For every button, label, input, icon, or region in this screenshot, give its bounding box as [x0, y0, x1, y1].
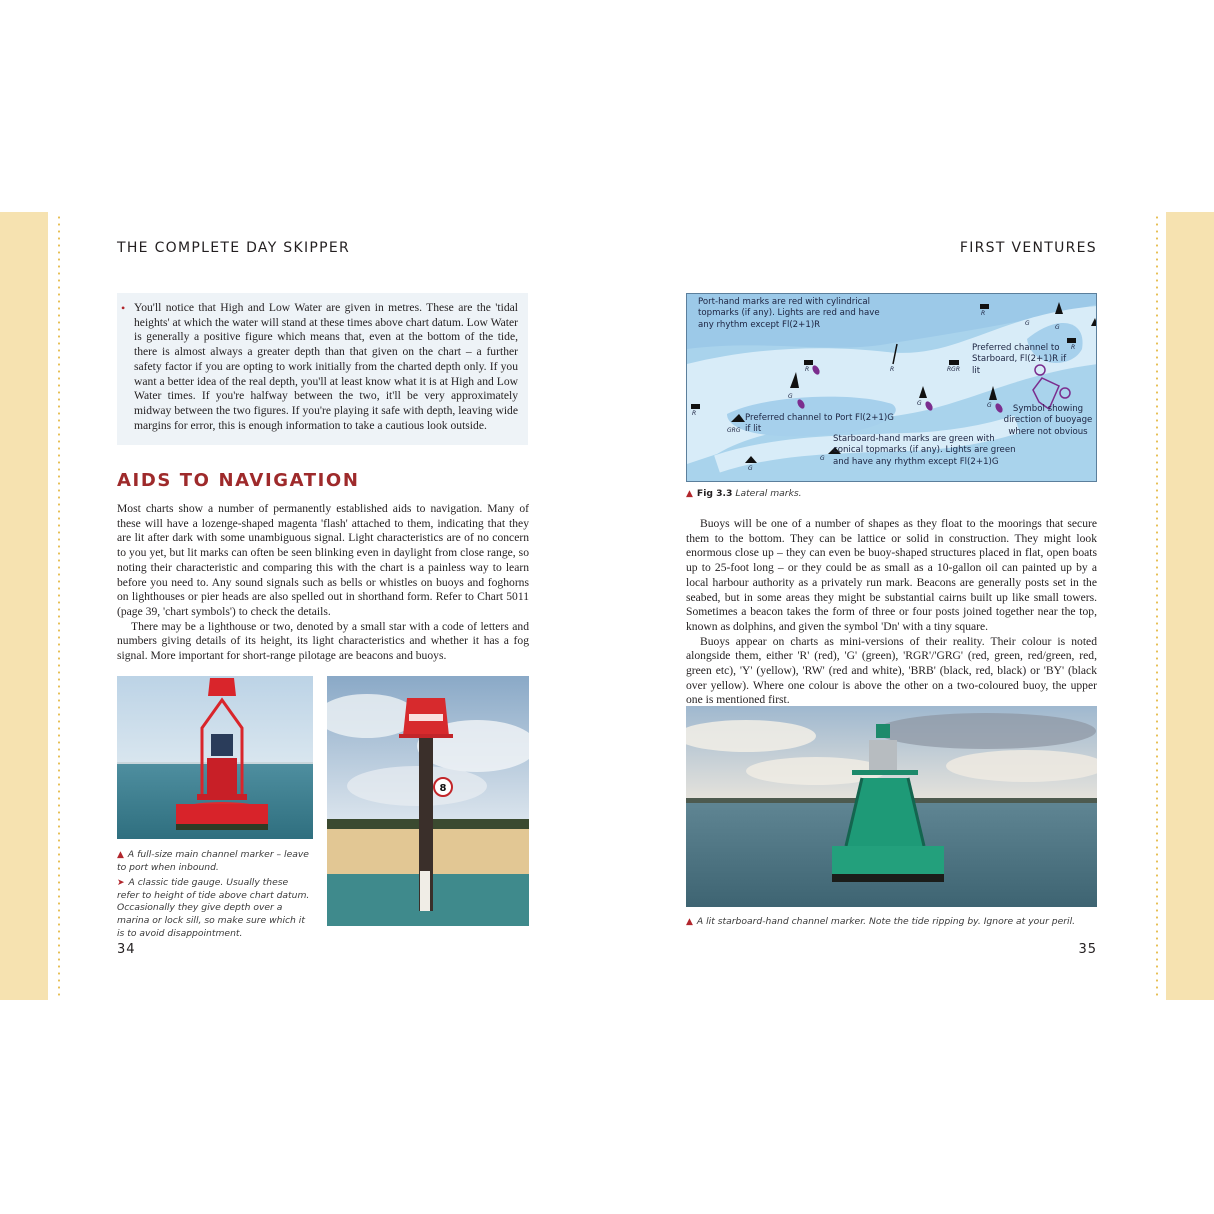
mark-letter: GRG — [727, 427, 741, 434]
left-captions — [117, 849, 313, 940]
bullet-icon: • — [121, 301, 126, 315]
running-head-left: THE COMPLETE DAY SKIPPER — [117, 240, 351, 256]
green-buoy-illustration — [686, 706, 1097, 907]
label-port-hand: Port-hand marks are red with cylindrical topmarks (if any). Lights are red and have any rhythm except Fl(2+1)R — [698, 297, 880, 330]
photo-green-buoy — [686, 706, 1097, 907]
right-edge-tab — [1166, 212, 1214, 1000]
mark-letter: G — [1055, 324, 1060, 331]
tip-box — [117, 293, 528, 445]
mark-letter: R — [692, 410, 697, 417]
right-body-column — [686, 517, 1097, 708]
caption-arrow-up-icon: ▲ — [117, 850, 124, 860]
mark-letter: G — [917, 400, 922, 407]
caption-red-buoy: ▲ A full-size main channel marker – leave to port when inbound. — [117, 849, 309, 873]
tide-gauge-illustration — [327, 676, 529, 926]
mark-letter: G — [820, 455, 825, 462]
running-head-right: FIRST VENTURES — [959, 240, 1097, 256]
red-buoy-illustration — [117, 676, 313, 839]
label-buoyage-symbol: Symbol showing direction of buoyage where not obvious — [1003, 404, 1093, 437]
paragraph: Most charts show a number of permanently established aids to navigation. Many of these will have a lozenge-shaped magenta 'flash' attached to them, indicating that they are lit after dark with some unambiguous signal. Light characteristics are of no concern to you yet, but lit marks can often be seen blinking even in daylight from close range, so noting their characteristic and comparing this with the chart is a painless way to learn before you need to. Any sound signals such as bells or whistles on buoys and foghorns on lighthouses or pier heads are also spelled out in shorthand form. Refer to Chart 5011 (page 39, 'chart symbols') to check the details. — [117, 502, 529, 618]
mark-letter: R — [1071, 344, 1076, 351]
caption-green-buoy: ▲ A lit starboard-hand channel marker. Note the tide ripping by. Ignore at your peril. — [686, 916, 1076, 927]
left-body-column — [117, 502, 529, 664]
label-starboard-hand: Starboard-hand marks are green with conical topmarks (if any). Lights are green and have any rhythm except Fl(2+1)G — [833, 434, 1016, 467]
label-preferred-starboard: Preferred channel to Starboard, Fl(2+1)R if lit — [972, 343, 1067, 376]
page-number-left: 34 — [117, 942, 136, 957]
figure-caption: ▲ Fig 3.3 Lateral marks. — [686, 488, 802, 499]
caption-arrow-right-icon: ➤ — [117, 878, 125, 889]
mark-letter: G — [748, 465, 753, 472]
tip-text: You'll notice that High and Low Water are given in metres. These are the 'tidal heights' at which the water will stand at these times above chart datum. Low Water is generally a positive figure which means that, even at the bottom of the tide, there is almost always a greater depth than that given on the chart – a further safety factor if you are opting to work initially from the charted depth only. If you want a better idea of the real depth, you'll at least know what it is at High and Low Water times. If you're halfway between the two, it'll be very approximately midway between the two figures. If you're playing it safe with depth, leaving wide margins for error, this is enough information to take a cautious look outside. — [134, 301, 518, 432]
mark-letter: G — [788, 393, 793, 400]
mark-letter: RGR — [947, 366, 960, 373]
label-preferred-port: Preferred channel to Port Fl(2+1)G if lit — [745, 413, 894, 435]
mark-letter: G — [987, 402, 992, 409]
right-dotted-rule — [1156, 214, 1158, 998]
mark-letter: R — [890, 366, 895, 373]
caption-arrow-up-icon: ▲ — [686, 489, 693, 499]
mark-letter: G — [1025, 320, 1030, 327]
section-heading: AIDS TO NAVIGATION — [117, 470, 360, 491]
caption-arrow-up-icon: ▲ — [686, 917, 693, 927]
caption-tide-gauge: ➤ A classic tide gauge. Usually these refer to height of tide above chart datum. Occasionally they give depth over a marina or lock sill, so make sure which it is to avoid disappointment. — [117, 877, 310, 939]
svg-text:8: 8 — [439, 783, 447, 794]
left-edge-tab — [0, 212, 48, 1000]
paragraph: Buoys appear on charts as mini-versions of their reality. Their colour is noted alongside them, either 'R' (red), 'G' (green), 'RGR'/'GRG' (red, green, red/green, red, green etc), 'Y' (yellow), 'RW' (red and white), 'BRB' (black, red, black) or 'BY' (black over yellow). Where one colour is above the other on a two-coloured buoy, the upper one is mentioned first. — [686, 634, 1097, 707]
photo-tide-gauge — [327, 676, 529, 926]
mark-letter: R — [805, 366, 810, 373]
paragraph: Buoys will be one of a number of shapes as they float to the moorings that secure them to the bottom. They can be lattice or solid in construction. They might look enormous close up – they can even be buoy-shaped structures placed in flat, open boats up to 25-foot long – or they could be as small as a 10-gallon oil can painted up by a local harbour authority as a privately run mark. Beacons are generally posts set in the seabed, but in some areas they might be substantial cairns built up like small towers. Sometimes a beacon takes the form of three or four posts joined together near the top, known as dolphins, and given the symbol 'Dn' with a tiny square. — [686, 517, 1097, 633]
photo-red-buoy — [117, 676, 313, 839]
mark-letter: R — [981, 310, 986, 317]
figure-lateral-marks — [686, 293, 1097, 482]
paragraph: There may be a lighthouse or two, denoted by a small star with a code of letters and numbers giving details of its height, its light characteristics and whether it has a fog signal. More important for short-range pilotage are beacons and buoys. — [117, 619, 529, 663]
left-dotted-rule — [58, 214, 60, 998]
page-number-right: 35 — [1078, 942, 1097, 957]
